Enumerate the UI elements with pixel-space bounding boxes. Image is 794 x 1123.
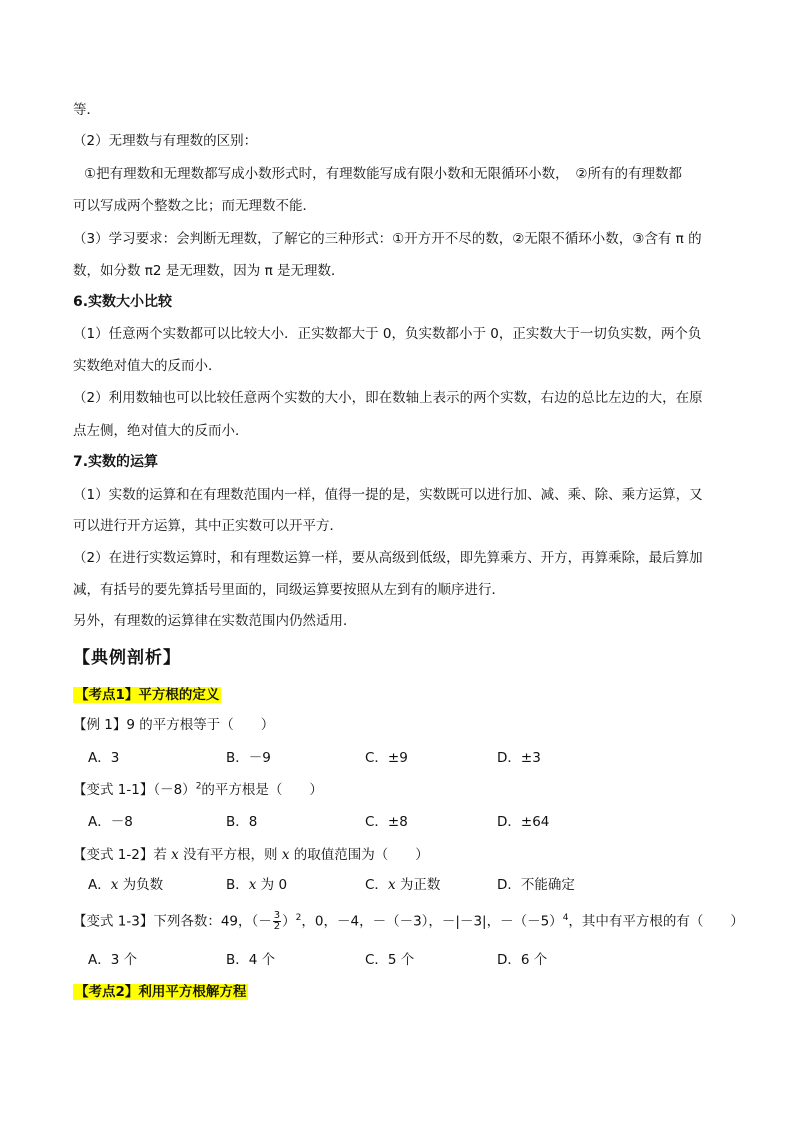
- text-line: 另外，有理数的运算律在实数范围内仍然适用．: [73, 613, 357, 629]
- option-b: B．8: [226, 814, 258, 830]
- heading-7: 7.实数的运算: [73, 454, 159, 470]
- text-line: （2）在进行实数运算时，和有理数运算一样，要从高级到低级，即先算乘方、开方，再算乘除，最后算加: [73, 550, 703, 566]
- option-prefix: C．: [365, 877, 388, 893]
- text-line: （2）无理数与有理数的区别：: [73, 133, 258, 149]
- option-c: C．±9: [365, 750, 408, 766]
- variable-x: x: [387, 877, 396, 893]
- example-1: 【例 1】9 的平方根等于（ ）: [73, 717, 275, 733]
- option-text: 为正数: [395, 877, 441, 893]
- text-line: 可以写成两个整数之比；而无理数不能．: [73, 198, 316, 214]
- option-prefix: B．: [226, 877, 249, 893]
- expression: （－8）: [153, 782, 196, 798]
- option-c: C．5 个: [365, 952, 415, 968]
- option-c: [365, 875, 440, 895]
- option-d: D．±64: [497, 814, 550, 830]
- option-a: A．3: [88, 750, 120, 766]
- text-line: 可以进行开方运算，其中正实数可以开平方．: [73, 518, 343, 534]
- variant-label: 【变式 1-3】: [73, 913, 154, 930]
- text-line: （2）利用数轴也可以比较任意两个实数的大小，即在数轴上表示的两个实数，右边的总比左边的大，在原: [73, 390, 703, 406]
- fraction: [273, 911, 281, 932]
- text-line: 实数绝对值大的反而小．: [73, 358, 222, 374]
- option-a: A．3 个: [88, 952, 138, 968]
- option-d: D．±3: [497, 750, 541, 766]
- option-prefix: A．: [88, 877, 111, 893]
- variant-label: 【变式 1-2】: [73, 847, 154, 863]
- exponent: 4: [562, 913, 569, 923]
- exponent: 2: [195, 781, 202, 792]
- topic-tag: 【考点1】平方根的定义: [75, 687, 220, 703]
- text-line: 等．: [73, 102, 100, 118]
- option-text: 不能确定: [520, 877, 575, 893]
- variable-x: x: [110, 877, 119, 893]
- text-part: 下列各数：49，（－: [153, 913, 272, 930]
- option-a: A．－8: [88, 814, 133, 830]
- topic-1-label: [73, 685, 221, 705]
- variable-x: x: [281, 847, 290, 863]
- variable-x: x: [171, 847, 179, 863]
- text-part: ，0，－4，－（－3），－|－3|，－（－5）: [301, 913, 563, 930]
- text-part: ）: [282, 913, 296, 930]
- option-a: [88, 875, 163, 895]
- text-part: ，其中有平方根的有（ ）: [568, 913, 744, 930]
- option-d: D．6 个: [497, 952, 548, 968]
- question-tail: 的平方根是（ ）: [201, 782, 323, 798]
- option-b: B．－9: [226, 750, 271, 766]
- exponent: 2: [295, 913, 302, 923]
- topic-2-label: [73, 982, 248, 1002]
- text-part: 没有平方根，则: [178, 847, 282, 863]
- text-line: ①把有理数和无理数都写成小数形式时，有理数能写成有限小数和无限循环小数， ②所有的有理数都: [84, 166, 682, 182]
- variant-1-3: [73, 911, 744, 931]
- fraction-denominator: 2: [273, 921, 281, 932]
- heading-6: 6.实数大小比较: [73, 294, 173, 310]
- text-line: 点左侧，绝对值大的反而小．: [73, 423, 249, 439]
- variant-1-1: [73, 780, 323, 800]
- text-line: （3）学习要求：会判断无理数，了解它的三种形式：①开方开不尽的数，②无限不循环小数，③含有 π 的: [73, 231, 702, 247]
- option-d: [497, 875, 575, 895]
- section-title: 【典例剖析】: [73, 648, 181, 668]
- option-b: B．4 个: [226, 952, 276, 968]
- text-line: 数，如分数 π2 是无理数，因为 π 是无理数．: [73, 263, 345, 279]
- option-c: C．±8: [365, 814, 408, 830]
- variant-1-2: [73, 845, 429, 865]
- option-text: 为 0: [256, 877, 288, 893]
- option-b: [226, 875, 287, 895]
- variable-x: x: [248, 877, 257, 893]
- text-line: （1）实数的运算和在有理数范围内一样，值得一提的是，实数既可以进行加、减、乘、除、乘方运算，又: [73, 487, 703, 503]
- text-part: 若: [153, 847, 172, 863]
- text-line: （1）任意两个实数都可以比较大小．正实数都大于 0，负实数都小于 0，正实数大于一切负实数，两个负: [73, 326, 702, 342]
- text-part: 的取值范围为（ ）: [289, 847, 429, 863]
- option-text: 为负数: [118, 877, 164, 893]
- text-line: 减，有括号的要先算括号里面的，同级运算要按照从左到有的顺序进行．: [73, 582, 505, 598]
- fraction-numerator: 3: [273, 910, 281, 921]
- option-prefix: D．: [497, 877, 521, 893]
- topic-tag: 【考点2】利用平方根解方程: [75, 984, 247, 1000]
- variant-label: 【变式 1-1】: [73, 782, 154, 798]
